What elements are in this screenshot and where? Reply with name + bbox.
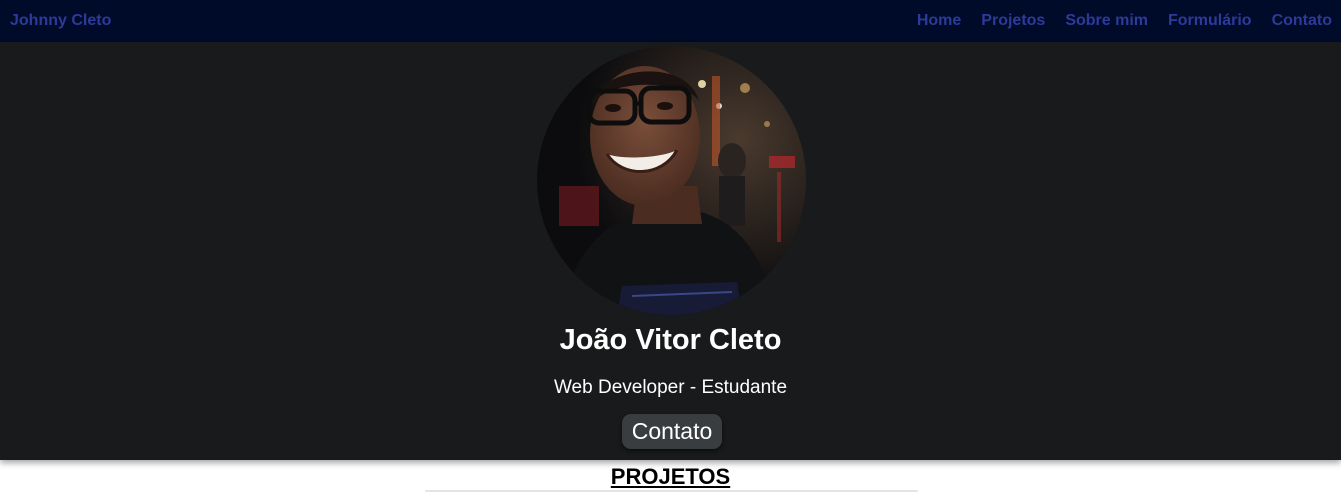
section-divider [425,490,918,492]
profile-avatar [537,46,806,315]
nav-links [897,12,1332,30]
top-navbar [0,0,1341,42]
hero-section [0,42,1341,460]
hero-subtitle: Web Developer - Estudante [553,377,788,398]
projects-section-title: PROJETOS [610,464,731,489]
profile-photo-illustration [537,46,806,315]
contact-button[interactable]: Contato [622,414,722,449]
nav-link-sobre-mim[interactable]: Sobre mim [1065,12,1148,29]
nav-link-home[interactable]: Home [916,12,962,29]
brand-link[interactable]: Johnny Cleto [10,12,112,29]
nav-link-formulario[interactable]: Formulário [1168,12,1252,29]
nav-link-contato[interactable]: Contato [1271,12,1332,29]
nav-link-projetos[interactable]: Projetos [981,12,1046,29]
hero-name: João Vitor Cleto [559,324,782,356]
